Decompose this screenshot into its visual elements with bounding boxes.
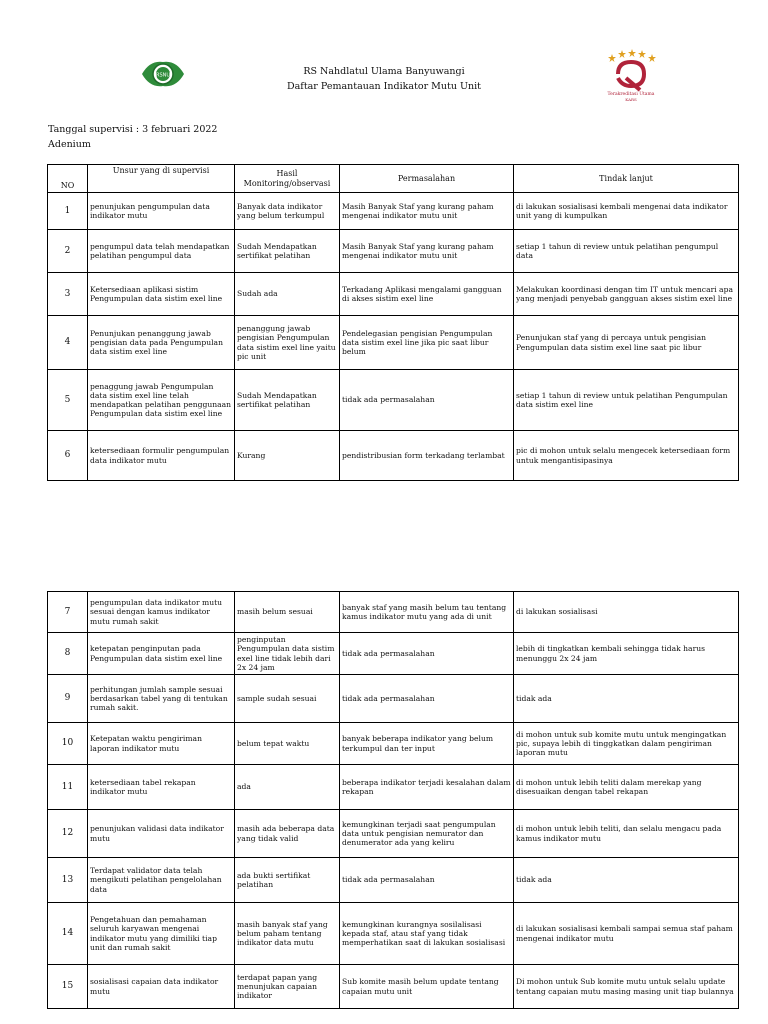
hasil-cell-text: penginputan Pengumpulan data sistim exel line tidak lebih dari 2x 24 jam (237, 635, 335, 672)
permasalahan-cell-text: banyak staf yang masih belum tau tentang kamus indikator mutu yang ada di unit (342, 602, 507, 621)
unsur-cell (88, 592, 235, 633)
tindak-lanjut-cell (514, 765, 739, 810)
unsur-cell-text: penaggung jawab Pengumpulan data sistim exel line telah mendapatkan pelatihan penggunaan Pengumpulan data sistim exel line (90, 381, 232, 419)
row-number-text: 15 (61, 981, 74, 992)
hasil-cell-text: penanggung jawab pengisian Pengumpulan data sistim exel line yaitu pic unit (237, 324, 336, 361)
unsur-cell (88, 858, 235, 903)
hospital-name: RS Nahdlatul Ulama Banyuwangi (303, 66, 465, 77)
tindak-lanjut-cell-text: tidak ada (516, 693, 552, 703)
hasil-cell (235, 193, 340, 230)
unsur-cell (88, 193, 235, 230)
hasil-cell-text: Banyak data indikator yang belum terkumpul (237, 201, 325, 220)
tindak-lanjut-cell (514, 370, 739, 431)
row-number-text: 10 (61, 738, 74, 749)
hasil-cell (235, 858, 340, 903)
unsur-cell-text: penunjukan validasi data indikator mutu (90, 824, 224, 843)
table-row (48, 810, 739, 858)
permasalahan-cell (340, 370, 514, 431)
tindak-lanjut-cell (514, 316, 739, 370)
row-number (48, 431, 88, 481)
table-row (48, 592, 739, 633)
tindak-lanjut-cell (514, 965, 739, 1009)
tindak-lanjut-cell (514, 858, 739, 903)
unsur-cell-text: Terdapat validator data telah mengikuti pelatihan pengelolahan data (90, 866, 222, 894)
row-number (48, 370, 88, 431)
tindak-lanjut-cell (514, 633, 739, 675)
tindak-lanjut-cell-text: lebih di tingkatkan kembali sehingga tidak harus menunggu 2x 24 jam (516, 644, 706, 663)
tindak-lanjut-cell-text: Di mohon untuk Sub komite mutu untuk selalu update tentang capaian mutu masing masing unit tiap bulannya (516, 977, 734, 996)
row-number (48, 273, 88, 316)
row-number (48, 193, 88, 230)
row-number (48, 965, 88, 1009)
col-header-permasalahan: Permasalahan (340, 165, 514, 193)
tindak-lanjut-cell (514, 431, 739, 481)
unsur-cell (88, 965, 235, 1009)
table-row (48, 675, 739, 723)
row-number (48, 230, 88, 273)
permasalahan-cell (340, 675, 514, 723)
table-row (48, 193, 739, 230)
permasalahan-cell-text: kemungkinan kurangnya sosilalisasi kepada staf, atau staf yang tidak memperhatikan saat di lakukan sosialisasi (342, 919, 506, 948)
row-number-text: 1 (64, 205, 71, 216)
permasalahan-cell-text: Masih Banyak Staf yang kurang paham mengenai indikator mutu unit (342, 201, 494, 220)
table-row (48, 858, 739, 903)
unsur-cell-text: Pengetahuan dan pemahaman seluruh karyawan mengenai indikator mutu yang dimiliki tiap unit dan rumah sakit (90, 915, 217, 952)
tindak-lanjut-cell-text: di mohon untuk sub komite mutu untuk mengingatkan pic, supaya lebih di tinggkatkan dalam pengiriman laporan mutu (516, 729, 727, 758)
unsur-cell-text: ketepatan penginputan pada Pengumpulan data sistim exel line (90, 644, 223, 663)
tindak-lanjut-cell (514, 675, 739, 723)
col-header-tindak-lanjut: Tindak lanjut (514, 165, 739, 193)
document-title: Daftar Pemantauan Indikator Mutu Unit (287, 81, 481, 92)
monitoring-table-page1 (47, 164, 739, 481)
hasil-cell-text: terdapat papan yang menunjukan capaian indikator (237, 972, 318, 1001)
tindak-lanjut-cell (514, 230, 739, 273)
table-row (48, 370, 739, 431)
table-row (48, 431, 739, 481)
hasil-cell (235, 431, 340, 481)
permasalahan-cell (340, 633, 514, 675)
permasalahan-cell-text: Sub komite masih belum update tentang capaian mutu unit (342, 977, 499, 996)
tindak-lanjut-cell-text: di lakukan sosialisasi kembali mengenai data indikator unit yang di kumpulkan (516, 201, 728, 220)
unsur-cell-text: Penunjukan penanggung jawab pengisian data pada Pengumpulan data sistim exel line (90, 328, 223, 357)
tindak-lanjut-cell-text: di lakukan sosialisasi (516, 607, 598, 617)
row-number-text: 6 (64, 450, 71, 461)
unsur-cell (88, 316, 235, 370)
row-number-text: 14 (61, 928, 74, 939)
tindak-lanjut-cell-text: tidak ada (516, 875, 552, 885)
hasil-cell (235, 273, 340, 316)
row-number (48, 592, 88, 633)
row-number-text: 2 (64, 245, 71, 256)
hasil-cell (235, 723, 340, 765)
hasil-cell-text: Sudah Mendapatkan sertifikat pelatihan (237, 241, 317, 260)
permasalahan-cell-text: pendistribusian form terkadang terlambat (342, 450, 505, 460)
permasalahan-cell (340, 765, 514, 810)
row-number (48, 316, 88, 370)
row-number-text: 9 (64, 693, 71, 704)
hasil-cell (235, 633, 340, 675)
permasalahan-cell-text: Pendelegasian pengisian Pengumpulan data sistim exel line jika pic saat libur belum (342, 328, 493, 357)
tindak-lanjut-cell-text: di mohon untuk lebih teliti, dan selalu mengacu pada kamus indikator mutu (516, 824, 722, 843)
row-number-text: 7 (64, 606, 71, 617)
table-row (48, 316, 739, 370)
hasil-cell-text: masih banyak staf yang belum paham tentang indikator data mutu (237, 919, 328, 948)
permasalahan-cell-text: banyak beberapa indikator yang belum terkumpul dan ter input (342, 734, 494, 753)
unsur-cell-text: pengumpulan data indikator mutu sesuai dengan kamus indikator mutu rumah sakit (90, 598, 223, 626)
tindak-lanjut-cell-text: Melakukan koordinasi dengan tim IT untuk mencari apa yang menjadi penyebab gangguan akses sistim exel line (516, 284, 733, 303)
permasalahan-cell-text: Masih Banyak Staf yang kurang paham mengenai indikator mutu unit (342, 241, 494, 260)
table-header-row (48, 165, 739, 193)
tindak-lanjut-cell (514, 903, 739, 965)
hasil-cell-text: Sudah Mendapatkan sertifikat pelatihan (237, 390, 317, 409)
row-number-text: 12 (61, 828, 74, 839)
table-row (48, 633, 739, 675)
permasalahan-cell-text: tidak ada permasalahan (342, 693, 435, 703)
row-number-text: 3 (64, 288, 71, 299)
permasalahan-cell (340, 723, 514, 765)
row-number-text: 13 (61, 874, 74, 885)
hasil-cell-text: masih belum sesuai (237, 607, 313, 617)
tindak-lanjut-cell-text: pic di mohon untuk selalu mengecek ketersediaan form untuk mengantisipasinya (516, 446, 731, 465)
tindak-lanjut-cell (514, 723, 739, 765)
unsur-cell (88, 903, 235, 965)
unsur-cell (88, 431, 235, 481)
permasalahan-cell (340, 273, 514, 316)
hasil-cell (235, 316, 340, 370)
row-number (48, 858, 88, 903)
unsur-cell (88, 675, 235, 723)
tindak-lanjut-cell-text: di mohon untuk lebih teliti dalam merekap yang disesuaikan dengan tabel rekapan (516, 777, 702, 796)
hasil-cell-text: masih ada beberapa data yang tidak valid (237, 824, 335, 843)
permasalahan-cell (340, 193, 514, 230)
table-row (48, 765, 739, 810)
permasalahan-cell-text: beberapa indikator terjadi kesalahan dalam rekapan (342, 777, 511, 796)
permasalahan-cell (340, 858, 514, 903)
row-number (48, 633, 88, 675)
unsur-cell (88, 273, 235, 316)
right-logo-text: Terakreditasi Utama (607, 92, 655, 97)
tindak-lanjut-cell (514, 193, 739, 230)
permasalahan-cell (340, 592, 514, 633)
unsur-cell (88, 633, 235, 675)
row-number (48, 723, 88, 765)
row-number (48, 810, 88, 858)
unsur-cell (88, 810, 235, 858)
permasalahan-cell (340, 810, 514, 858)
permasalahan-cell (340, 965, 514, 1009)
permasalahan-cell-text: tidak ada permasalahan (342, 648, 435, 658)
unsur-cell-text: penunjukan pengumpulan data indikator mutu (90, 201, 210, 220)
unsur-cell-text: Ketepatan waktu pengiriman laporan indikator mutu (90, 734, 202, 753)
permasalahan-cell-text: Terkadang Aplikasi mengalami gangguan di akses sistim exel line (342, 284, 502, 303)
unsur-cell-text: sosialisasi capaian data indikator mutu (90, 977, 219, 996)
hasil-cell (235, 765, 340, 810)
permasalahan-cell (340, 431, 514, 481)
hasil-cell-text: ada bukti sertifikat pelatihan (237, 870, 311, 889)
row-number (48, 903, 88, 965)
supervision-date: Tanggal supervisi : 3 februari 2022 (48, 124, 218, 135)
row-number-text: 11 (61, 781, 74, 792)
col-header-hasil: Hasil Monitoring/observasi (235, 165, 340, 193)
hasil-cell (235, 675, 340, 723)
unsur-cell-text: ketersediaan tabel rekapan indikator mutu (90, 777, 196, 796)
unsur-cell (88, 765, 235, 810)
unit-name: Adenium (48, 139, 91, 150)
permasalahan-cell-text: tidak ada permasalahan (342, 395, 435, 405)
permasalahan-cell (340, 903, 514, 965)
hasil-cell-text: Sudah ada (237, 289, 278, 299)
tindak-lanjut-cell (514, 273, 739, 316)
hasil-cell (235, 230, 340, 273)
col-header-no: NO (48, 165, 88, 193)
row-number-text: 4 (64, 337, 71, 348)
right-logo-subtext: KARS (625, 97, 637, 102)
hasil-cell-text: sample sudah sesuai (237, 693, 317, 703)
row-number-text: 8 (64, 648, 71, 659)
tindak-lanjut-cell-text: setiap 1 tahun di review untuk pelatihan pengumpul data (516, 241, 719, 260)
table-row (48, 230, 739, 273)
unsur-cell-text: Ketersediaan aplikasi sistim Pengumpulan data sistim exel line (90, 284, 223, 303)
hasil-cell (235, 370, 340, 431)
table-row (48, 723, 739, 765)
permasalahan-cell (340, 316, 514, 370)
permasalahan-cell-text: kemungkinan terjadi saat pengumpulan data untuk pengisian nemurator dan denumerator ada yang keliru (342, 819, 496, 848)
hasil-cell-text: belum tepat waktu (237, 738, 310, 748)
hasil-cell (235, 810, 340, 858)
monitoring-table-page2 (47, 591, 739, 1009)
hasil-cell (235, 592, 340, 633)
permasalahan-cell-text: tidak ada permasalahan (342, 875, 435, 885)
tindak-lanjut-cell (514, 810, 739, 858)
row-number (48, 765, 88, 810)
left-logo-text: RSNU (155, 72, 171, 79)
table-row (48, 965, 739, 1009)
col-header-unsur: Unsur yang di supervisi (88, 165, 235, 193)
unsur-cell-text: perhitungan jumlah sample sesuai berdasarkan tabel yang di tentukan rumah sakit. (90, 684, 228, 713)
unsur-cell (88, 723, 235, 765)
permasalahan-cell (340, 230, 514, 273)
tindak-lanjut-cell-text: setiap 1 tahun di review untuk pelatihan Pengumpulan data sistim exel line (516, 390, 728, 409)
hasil-cell-text: Kurang (237, 450, 266, 460)
row-number-text: 5 (64, 394, 71, 405)
tindak-lanjut-cell-text: di lakukan sosialisasi kembali sampai semua staf paham mengenai indikator mutu (516, 924, 733, 943)
hasil-cell (235, 965, 340, 1009)
row-number (48, 675, 88, 723)
hasil-cell-text: ada (237, 782, 251, 792)
unsur-cell (88, 230, 235, 273)
unsur-cell-text: ketersediaan formulir pengumpulan data indikator mutu (90, 446, 230, 465)
tindak-lanjut-cell-text: Penunjukan staf yang di percaya untuk pengisian Pengumpulan data sistim exel line saat pic libur (516, 333, 707, 352)
table-row (48, 903, 739, 965)
tindak-lanjut-cell (514, 592, 739, 633)
table-row (48, 273, 739, 316)
unsur-cell (88, 370, 235, 431)
unsur-cell-text: pengumpul data telah mendapatkan pelatihan pengumpul data (90, 241, 230, 260)
hasil-cell (235, 903, 340, 965)
